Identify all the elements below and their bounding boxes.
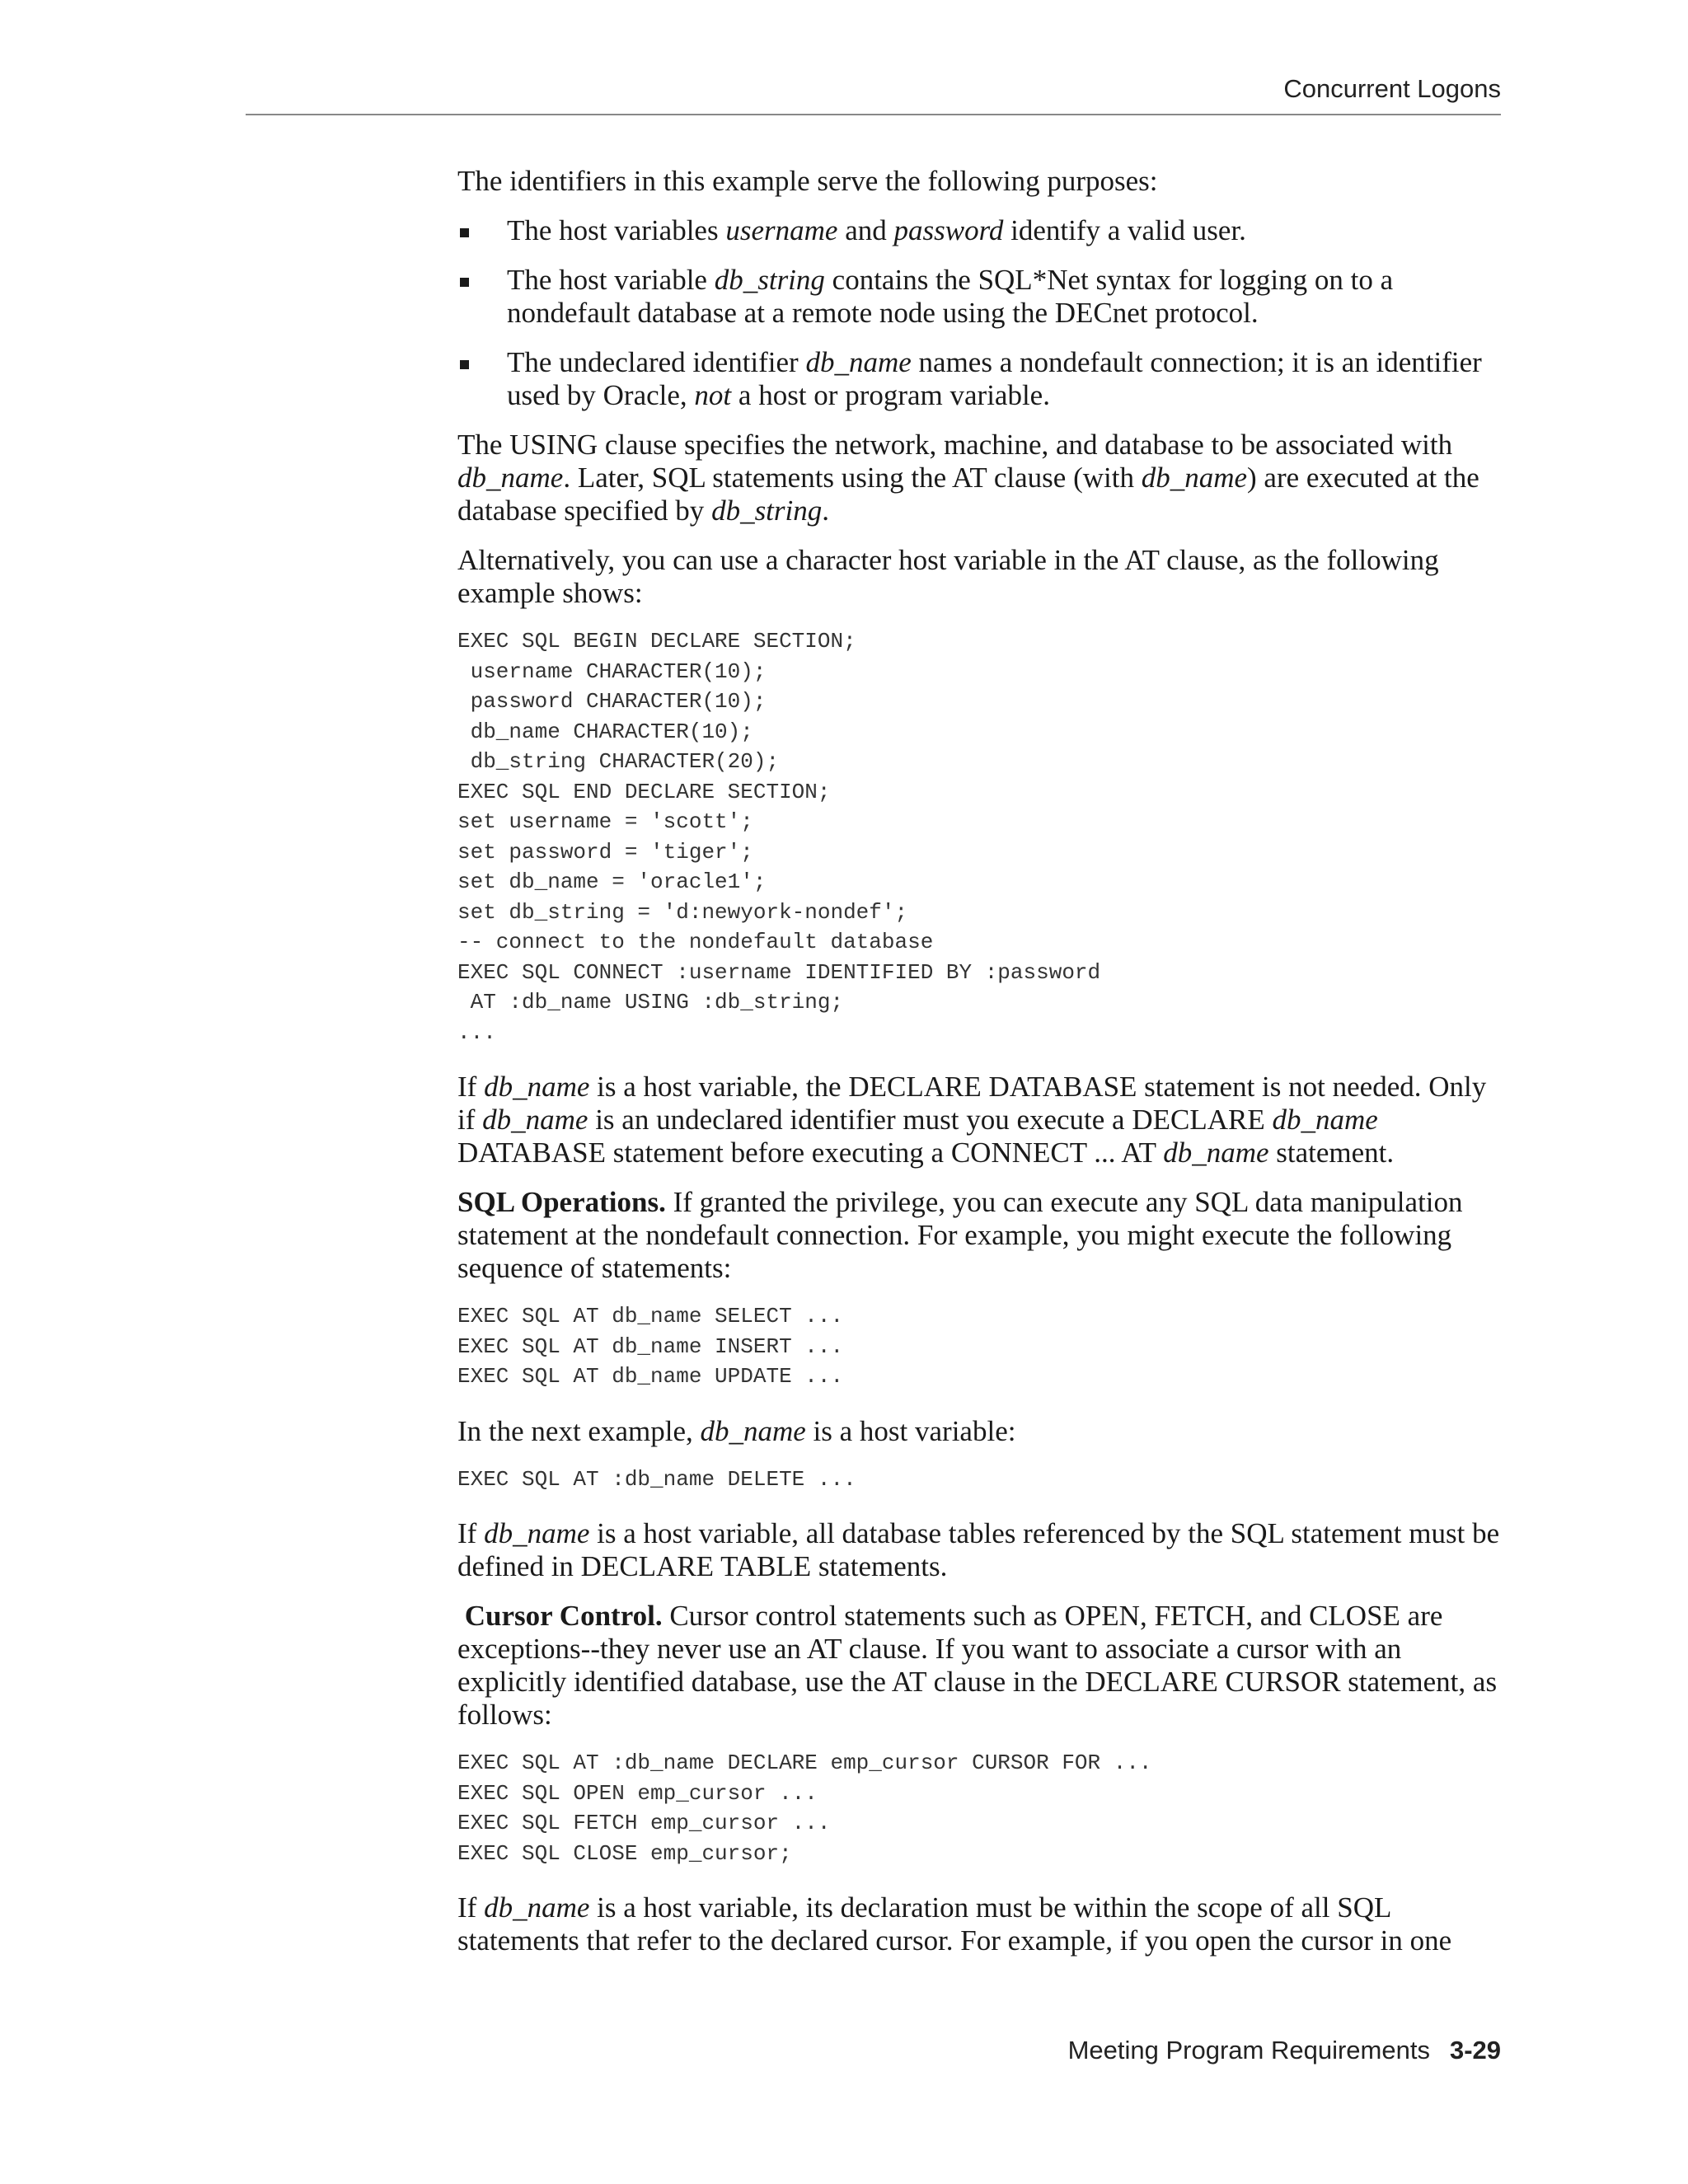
italic-term: db_name	[700, 1414, 806, 1447]
italic-term: db_name	[1163, 1137, 1269, 1169]
text-span: is a host variable, its declaration must be within the scope of all SQL statements that refer to the declared cursor. For example, if you open the cursor in one	[457, 1891, 1452, 1957]
identifier-list	[457, 214, 1504, 412]
text-span: .	[822, 494, 830, 527]
text-span: is an undeclared identifier must you execute a DECLARE	[588, 1104, 1273, 1136]
text-span: a host or program variable.	[731, 379, 1050, 411]
cursor-control-paragraph	[457, 1600, 1504, 1732]
text-span: In the next example,	[457, 1414, 701, 1447]
text-span: statement.	[1268, 1137, 1395, 1169]
text-span: If	[457, 1517, 485, 1549]
run-in-heading: Cursor Control.	[464, 1600, 663, 1632]
next-example-paragraph	[457, 1415, 1504, 1448]
declare-table-paragraph	[457, 1517, 1504, 1583]
sql-operations-paragraph	[457, 1186, 1504, 1285]
using-paragraph	[457, 429, 1504, 527]
italic-term: password	[893, 214, 1004, 246]
text-span: The host variable	[507, 264, 715, 296]
text-span: contains the SQL*Net syntax for logging on to a nondefault database at a remote node using the DECnet protocol.	[507, 264, 1394, 329]
text-span: If granted the privilege, you can execute any SQL data manipulation statement at the nondefault connection. For example, you might execute the following sequence of statements:	[457, 1186, 1463, 1284]
code-block-connect: EXEC SQL BEGIN DECLARE SECTION; username CHARACTER(10); password CHARACTER(10); db_name CHARACTER(10); db_string CHARACTER(20); EXEC SQL END DECLARE SECTION; set username = 'scott'; set password = 'tiger'; set db_name = 'oracle1'; set db_string = 'd:newyork-nondef'; -- connect to the nondefault database EXEC SQL CONNECT :username IDENTIFIED BY :password AT :db_name USING :db_string; ...	[457, 629, 1101, 1045]
text-span: DATABASE statement before executing a CONNECT ... AT	[457, 1137, 1164, 1169]
alternative-paragraph: Alternatively, you can use a character host variable in the AT clause, as the following example shows:	[457, 544, 1439, 609]
text-span: The undeclared identifier	[507, 346, 806, 378]
italic-term: username	[725, 214, 838, 246]
text-span: ) are executed at the database specified by	[457, 462, 1479, 527]
text-span: names a nondefault connection; it is an identifier used by Oracle,	[507, 346, 1482, 411]
host-variable-paragraph	[457, 1071, 1504, 1169]
italic-term: db_name	[482, 1104, 588, 1136]
italic-term: db_name	[457, 462, 564, 494]
footer-section-title: Meeting Program Requirements	[1067, 2036, 1430, 2064]
text-span: The host variables	[507, 214, 726, 246]
code-block-dml: EXEC SQL AT db_name SELECT ... EXEC SQL AT db_name INSERT ... EXEC SQL AT db_name UPDATE ...	[457, 1304, 844, 1389]
code-block-cursor: EXEC SQL AT :db_name DECLARE emp_cursor CURSOR FOR ... EXEC SQL OPEN emp_cursor ... EXEC SQL FETCH emp_cursor ... EXEC SQL CLOSE emp_cursor;	[457, 1750, 1152, 1866]
header-rule	[246, 114, 1501, 115]
text-span: The USING clause specifies the network, machine, and database to be associated with	[457, 429, 1453, 461]
italic-term: db_name	[484, 1071, 590, 1103]
text-span: is a host variable, all database tables referenced by the SQL statement must be defined in DECLARE TABLE statements.	[457, 1517, 1500, 1582]
italic-term: db_string	[711, 494, 823, 527]
italic-term: not	[694, 379, 732, 411]
intro-paragraph: The identifiers in this example serve the following purposes:	[457, 165, 1158, 197]
list-item	[457, 264, 1504, 330]
italic-term: db_name	[1141, 462, 1248, 494]
italic-term: db_name	[805, 346, 912, 378]
italic-term: db_string	[714, 264, 825, 296]
list-item	[457, 346, 1504, 412]
text-span: Cursor control statements such as OPEN, FETCH, and CLOSE are exceptions--they never use an AT clause. If you want to associate a cursor with an explicitly identified database, use the AT clause in the DECLARE CURSOR statement, as follows:	[457, 1600, 1498, 1731]
italic-term: db_name	[484, 1517, 590, 1549]
text-span: and	[837, 214, 894, 246]
running-header: Concurrent Logons	[1283, 74, 1501, 103]
page-number: 3-29	[1449, 2036, 1501, 2064]
text-span: . Later, SQL statements using the AT clause (with	[563, 462, 1142, 494]
page-body	[457, 165, 1504, 1974]
text-span: is a host variable:	[805, 1414, 1016, 1447]
text-span: identify a valid user.	[1003, 214, 1246, 246]
text-span: is a host variable, the DECLARE DATABASE statement is not needed. Only if	[457, 1071, 1487, 1136]
italic-term: db_name	[484, 1891, 590, 1924]
text-span: If	[457, 1071, 485, 1103]
italic-term: db_name	[1272, 1104, 1378, 1136]
code-block-delete: EXEC SQL AT :db_name DELETE ...	[457, 1466, 856, 1492]
list-item	[457, 214, 1504, 247]
page-footer	[1068, 2036, 1501, 2065]
run-in-heading: SQL Operations.	[457, 1186, 666, 1218]
scope-paragraph	[457, 1891, 1504, 1957]
text-span: If	[457, 1891, 485, 1924]
